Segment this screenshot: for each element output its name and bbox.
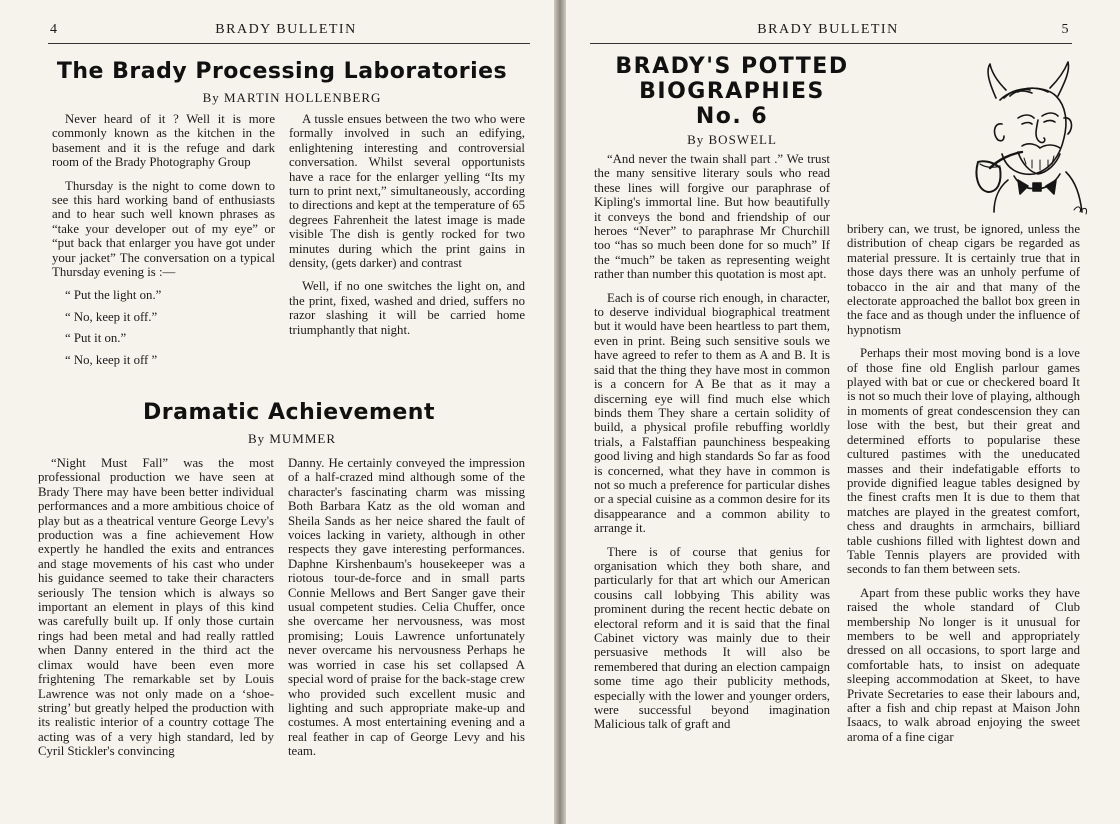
biography-title-line-3: No. 6 (695, 104, 769, 129)
article-title: The Brady Processing Laboratories (56, 59, 508, 84)
paragraph: Danny. He certainly conveyed the impression of a half-crazed mind although some of the character's fascinating charm was missing Both Barbara Katz as the old woman and Sheila Sands as her neice shared the fault of voices lacking in variety, although in other respects they gave interesting performances. Daphne Kirshenbaum's housekeeper was a riotous tour-de-force and in small parts Connie Mellows and Bert Sanger gave their usual competent studies. Celia Chuffer, once she overcame her nervousness, was most promising; Louis Lawrence unfortunately never overcame his nervousness Perhaps he was worried in case his set collapsed A special word of praise for the back-stage crew who provided such excellent music and lighting and such appropriate make-up and costumes. A most entertaining evening and a real feather in cap of George Levy and his team. (288, 456, 525, 759)
biography-column-1 (594, 152, 830, 741)
paragraph: Thursday is the night to come down to see this hard working band of enthusiasts and to hear such well known phrases as “take your developer out of my eye” or “put back that enlarger you have got under your jacket” The conversation on a typical Thursday evening is :— (52, 178, 275, 280)
article-byline: By BOSWELL (687, 132, 777, 147)
article-byline: By MUMMER (247, 431, 337, 446)
paragraph: Well, if no one switches the light on, and the print, fixed, washed and dried, suffers no razor slashing it will be carried home triumphantly that night. (289, 279, 525, 337)
article2-column-1 (38, 456, 274, 768)
paragraph: Never heard of it ? Well it is more commonly known as the kitchen in the basement and it is the refuge and dark room of the Brady Photography Group (52, 112, 275, 170)
article1-column-2 (289, 112, 525, 346)
paragraph: “Night Must Fall” was the most professional production we have seen at Brady There may have been better individual performances and a more ambitious choice of play but as a theatrical venture George Levy's production was a fine achievement How expertly he handled the exits and entrances and stage movements of his cast who under his guidance seemed to take their characters seriously The tension which is always so important an element in plays of this kind was carefully built up. If only those curtain rings had been metal and had really rattled when Danny entered in the third act the climax would have been even more frightening The remarkable set by Louis Lawrence was not only made on a ‘shoe-string’ but greatly helped the production with its realistic interior of a country cottage The acting was of a very high standard, led by Cyril Stickler's convincing (38, 456, 274, 759)
page-number: 4 (50, 22, 59, 37)
caricature-illustration (918, 60, 1098, 220)
paragraph: Apart from these public works they have raised the whole standard of Club membership No longer is it unusual for members to be well and appropriately dressed on all occasions, to sport large and comfortable hats, to insist on adequate sleeping accommodation at Skeet, to have Private Secretaries to ease their labours and, after a fish and chip repast at Maison John Isaacs, to walk abroad enjoying the sweet aroma of a fine cigar (847, 585, 1080, 744)
left-horn (988, 64, 1006, 98)
article1-column-1 (52, 112, 275, 374)
biography-column-2 (847, 222, 1080, 753)
book-gutter (554, 0, 566, 824)
left-header (0, 22, 554, 42)
quote-line: “ Put the light on.” (65, 288, 162, 303)
page-number: 5 (1061, 22, 1070, 37)
left-page (0, 0, 554, 824)
biography-title-line-1: BRADY'S POTTED (615, 54, 849, 79)
biography-title-line-2: BIOGRAPHIES (639, 79, 825, 104)
right-header (566, 22, 1120, 42)
paragraph: “And never the twain shall part .” We trust the many sensitive literary souls who read these lines will forgive our paraphrase of Kipling's immortal line. But how beautifully it conveys the bond and friendship of our heroes “Never” to paraphrase Mr Churchill too “has so much been done for so much” If the “much” be taken as representing weight rather than number this quotation is most apt. (594, 152, 830, 282)
pipe-stem (990, 152, 1022, 168)
right-horn (1050, 62, 1069, 96)
running-header: BRADY BULLETIN (757, 22, 899, 37)
paragraph: bribery can, we trust, be ignored, unless the distribution of cheap cigars be regarded as material pressure. It is certainly true that in those days there was an unholy perfume of tobacco in the air and that many of the electorate approached the ballot box green in the face and as though under the influence of hypnotism (847, 222, 1080, 337)
paragraph: Perhaps their most moving bond is a love of those fine old English parlour games played with bat or cue or checkered board It is not so much their love of playing, although in moments of great condescension they can lose with the best, but their great and determined efforts to popularise these cultured pastimes with the uneducated masses and their indefatigable efforts to provide dignified league tables designed by the finest crafts men It is due to them that matches are played in the greatest comfort, chess and draughts in armchairs, billiard table cushions filled with lightest down and Table Tennis players are provided with seconds to fan them between sets. (847, 346, 1080, 577)
pipe-bowl (976, 161, 1000, 192)
running-header: BRADY BULLETIN (215, 22, 357, 37)
article-byline: By MARTIN HOLLENBERG (202, 90, 382, 105)
paragraph: A tussle ensues between the two who were formally involved in such an edifying, enlightening interesting and controversial conversation. Whilst several opportunists have a race for the enlarger yelling “Its my turn to print next,” simultaneously, according to directions and kept at the temperature of 65 degrees Fahrenheit the latest image is made visible The dish is gently rocked for two minutes during which the print gains in density, (gets darker) and contrast (289, 112, 525, 271)
article-title: Dramatic Achievement (143, 400, 435, 425)
quote-line: “ Put it on.” (65, 331, 127, 346)
article2-column-2 (288, 456, 525, 768)
quote-line: “ No, keep it off.” (65, 309, 158, 324)
quote-line: “ No, keep it off ” (65, 352, 158, 367)
header-rule (48, 43, 530, 44)
paragraph: There is of course that genius for organisation which they both share, and particularly for that art which our American cousins call lobbying This ability was prominent during the recent hectic debate on electoral reform and it is said that the final Cabinet victory was mainly due to their persuasive methods It will also be remembered that during an election campaign some time ago their publicity methods, especially with the lower and younger orders, were successful beyond imagination Malicious talk of graft and (594, 544, 830, 732)
paragraph: Each is of course rich enough, in character, to deserve individual biographical treatment but it would have been heartless to part them, even in print. Being such sensitive souls we have agreed to refer to them as A and B. It is said that the thing they have most in common is a concern for A Be that as it may a discerning eye will find much else which binds them They share a certain solidity of build, a physical profile rebuffing worldly trials, a Falstaffian paunchiness bespeaking good living and high standards So far as food is concerned, what they have in common is not so much a preference for particular dishes or a special cuisine as a common desire for its disappearance and a common ability to arrange it. (594, 290, 830, 536)
header-rule (590, 43, 1072, 44)
